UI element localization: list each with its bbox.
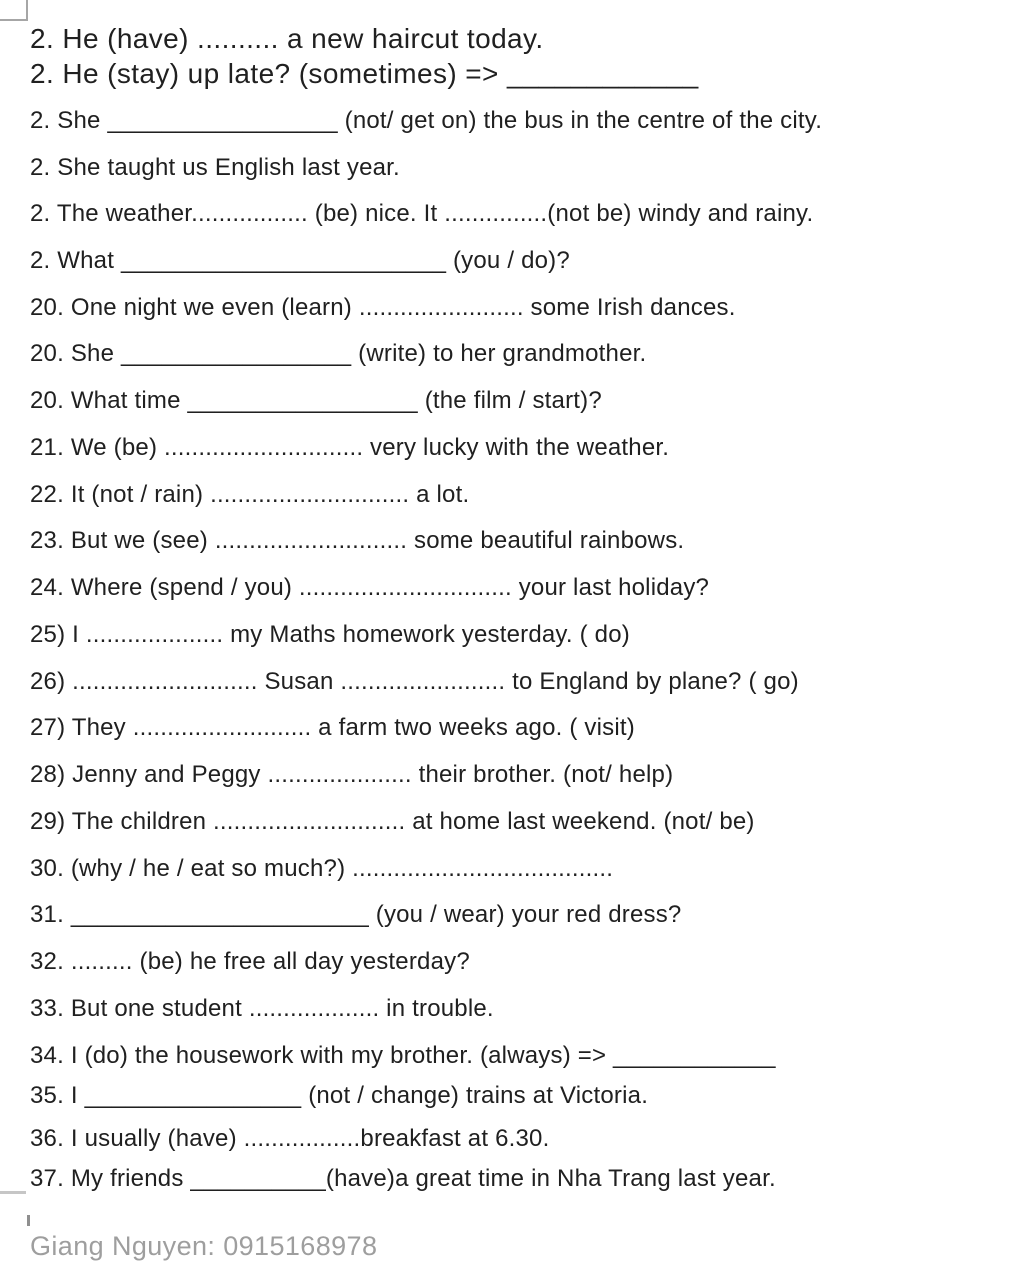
exercise-line: 2. He (stay) up late? (sometimes) => ____________ (30, 58, 699, 89)
exercise-line: 28) Jenny and Peggy ..................... their brother. (not/ help) (30, 761, 674, 788)
exercise-line: 32. ......... (be) he free all day yesterday? (30, 948, 470, 975)
exercise-line: 21. We (be) ............................. very lucky with the weather. (30, 434, 670, 461)
exercise-line: 2. She _________________ (not/ get on) the bus in the centre of the city. (30, 107, 823, 134)
exercise-line: 20. What time _________________ (the film / start)? (30, 387, 602, 414)
exercise-line: 26) ........................... Susan ........................ to England by plane? ( go) (30, 668, 799, 695)
exercise-line: 2. He (have) .......... a new haircut today. (30, 23, 544, 54)
left-margin-dash (0, 1191, 26, 1194)
exercise-line: 29) The children ............................ at home last weekend. (not/ be) (30, 808, 755, 835)
footer-watermark: Giang Nguyen: 0915168978 (30, 1231, 378, 1261)
exercise-line: 36. I usually (have) .................breakfast at 6.30. (30, 1125, 550, 1152)
exercise-line: 20. One night we even (learn) ........................ some Irish dances. (30, 294, 736, 321)
exercise-line: 24. Where (spend / you) ............................... your last holiday? (30, 574, 710, 601)
exercise-line: 20. She _________________ (write) to her grandmother. (30, 340, 647, 367)
page-corner-box (0, 0, 28, 21)
exercise-line: 30. (why / he / eat so much?) ...................................... (30, 855, 614, 882)
exercise-line: 22. It (not / rain) ............................. a lot. (30, 481, 470, 508)
exercise-line: 33. But one student ................... in trouble. (30, 995, 494, 1022)
exercise-line: 25) I .................... my Maths homework yesterday. ( do) (30, 621, 630, 648)
left-margin-tick (27, 1215, 30, 1226)
exercise-line: 2. What ________________________ (you / do)? (30, 247, 570, 274)
exercise-line: 2. The weather................. (be) nice. It ...............(not be) windy and rainy. (30, 200, 814, 227)
exercise-line: 31. ______________________ (you / wear) your red dress? (30, 901, 682, 928)
exercise-line: 23. But we (see) ............................ some beautiful rainbows. (30, 527, 685, 554)
exercise-line: 2. She taught us English last year. (30, 154, 400, 181)
exercise-line: 34. I (do) the housework with my brother. (always) => ____________ (30, 1042, 776, 1069)
exercise-line: 37. My friends __________(have)a great time in Nha Trang last year. (30, 1165, 776, 1192)
exercise-line: 35. I ________________ (not / change) trains at Victoria. (30, 1082, 649, 1109)
exercise-line: 27) They .......................... a farm two weeks ago. ( visit) (30, 714, 635, 741)
